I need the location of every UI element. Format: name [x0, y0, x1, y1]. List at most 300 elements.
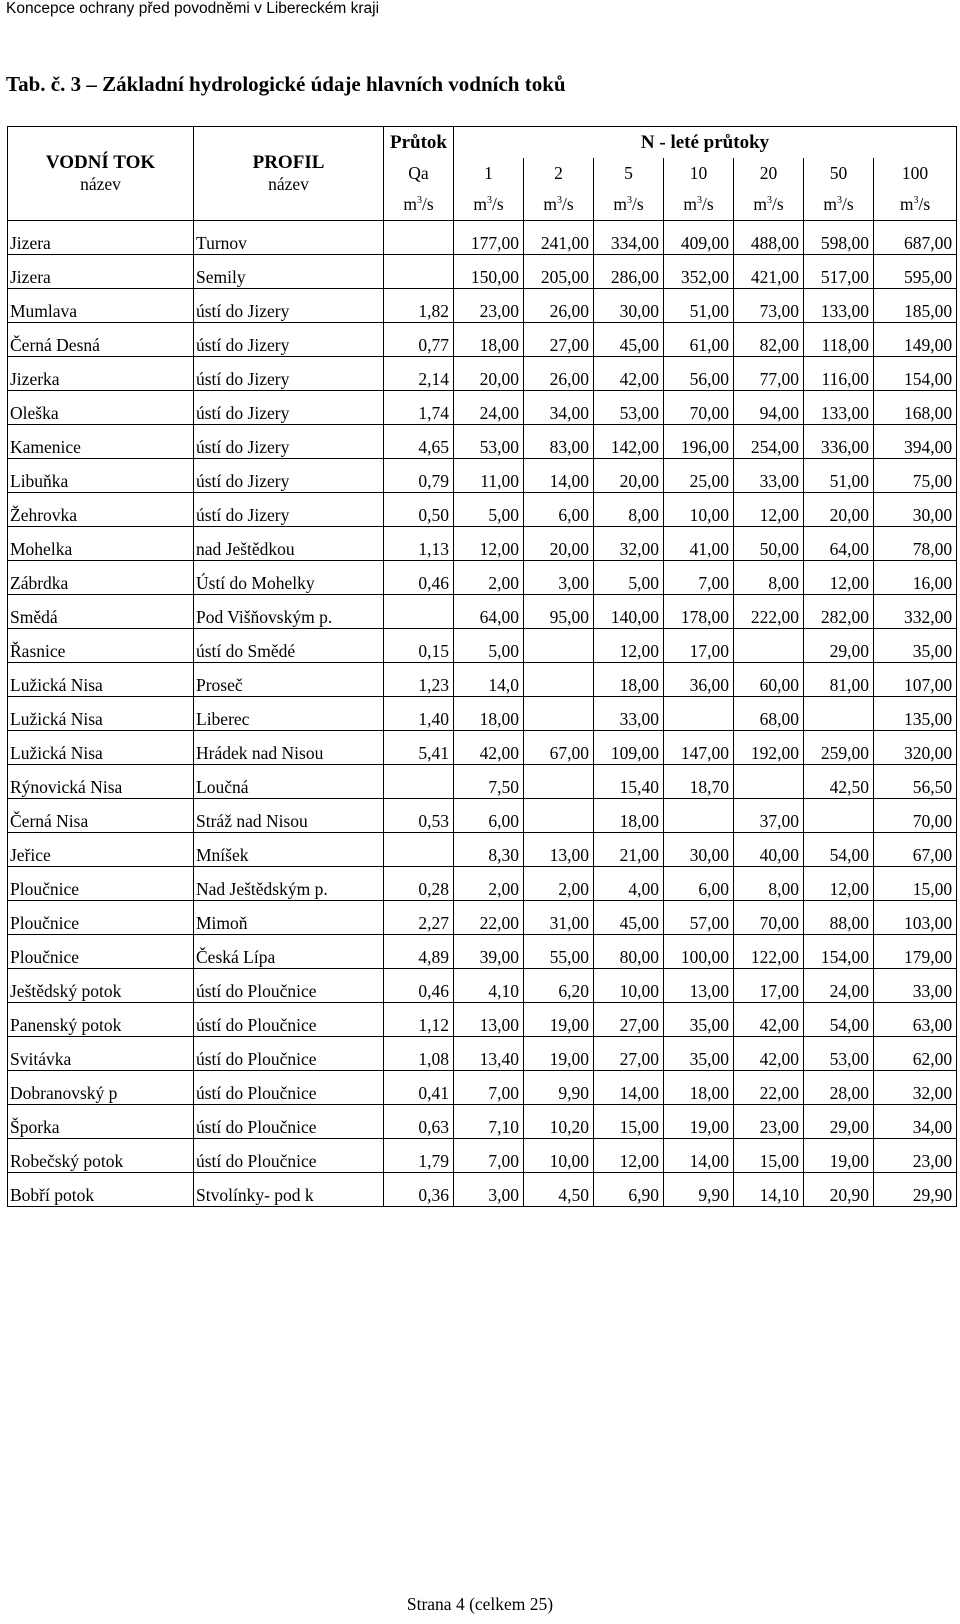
cell-qa: 0,50	[384, 493, 454, 527]
cell-n-2: 10,20	[524, 1105, 594, 1139]
cell-vodni-tok: Ještědský potok	[8, 969, 194, 1003]
cell-qa: 1,08	[384, 1037, 454, 1071]
cell-n-1: 14,0	[454, 663, 524, 697]
cell-n-2: 14,00	[524, 459, 594, 493]
header-unit	[804, 189, 874, 221]
unit-m: m	[753, 194, 767, 214]
cell-profil: ústí do Smědé	[194, 629, 384, 663]
table-title: Tab. č. 3 – Základní hydrologické údaje hlavních vodních toků	[6, 72, 566, 96]
cell-qa: 1,74	[384, 391, 454, 425]
cell-vodni-tok: Smědá	[8, 595, 194, 629]
cell-profil: ústí do Ploučnice	[194, 1003, 384, 1037]
unit-exp: 3	[486, 195, 492, 207]
cell-n-2: 34,00	[524, 391, 594, 425]
unit-exp: 3	[696, 195, 702, 207]
cell-n-100: 394,00	[874, 425, 957, 459]
cell-n-1: 39,00	[454, 935, 524, 969]
cell-n-5: 18,00	[594, 663, 664, 697]
cell-n-20: 222,00	[734, 595, 804, 629]
cell-n-5: 142,00	[594, 425, 664, 459]
header-unit	[874, 189, 957, 221]
cell-n-10	[664, 799, 734, 833]
page-footer: Strana 4 (celkem 25)	[406, 1594, 554, 1614]
cell-vodni-tok: Jeřice	[8, 833, 194, 867]
cell-n-100: 687,00	[874, 221, 957, 255]
cell-n-1: 23,00	[454, 289, 524, 323]
table-row	[8, 799, 957, 833]
cell-n-20: 8,00	[734, 561, 804, 595]
cell-n-50: 12,00	[804, 561, 874, 595]
cell-n-100: 332,00	[874, 595, 957, 629]
cell-profil: Mimoň	[194, 901, 384, 935]
cell-n-2	[524, 663, 594, 697]
cell-n-10: 35,00	[664, 1037, 734, 1071]
header-unit	[734, 189, 804, 221]
cell-n-100: 15,00	[874, 867, 957, 901]
cell-n-50	[804, 697, 874, 731]
cell-vodni-tok: Ploučnice	[8, 867, 194, 901]
cell-vodni-tok: Černá Nisa	[8, 799, 194, 833]
header-unit	[594, 189, 664, 221]
cell-n-2: 31,00	[524, 901, 594, 935]
cell-n-100: 33,00	[874, 969, 957, 1003]
cell-n-100: 75,00	[874, 459, 957, 493]
cell-vodni-tok: Řasnice	[8, 629, 194, 663]
table-row	[8, 289, 957, 323]
cell-qa: 1,12	[384, 1003, 454, 1037]
cell-qa: 1,79	[384, 1139, 454, 1173]
cell-n-100: 56,50	[874, 765, 957, 799]
cell-vodni-tok: Šporka	[8, 1105, 194, 1139]
table-row	[8, 663, 957, 697]
unit-m: m	[473, 194, 487, 214]
cell-n-2: 2,00	[524, 867, 594, 901]
cell-n-100: 107,00	[874, 663, 957, 697]
cell-n-100: 29,90	[874, 1173, 957, 1207]
cell-vodni-tok: Svitávka	[8, 1037, 194, 1071]
cell-n-5: 42,00	[594, 357, 664, 391]
cell-vodni-tok: Oleška	[8, 391, 194, 425]
cell-n-10: 56,00	[664, 357, 734, 391]
table-row	[8, 527, 957, 561]
cell-profil: ústí do Ploučnice	[194, 1037, 384, 1071]
cell-n-1: 2,00	[454, 561, 524, 595]
cell-qa: 0,28	[384, 867, 454, 901]
table-row	[8, 255, 957, 289]
cell-n-100: 185,00	[874, 289, 957, 323]
cell-n-10: 57,00	[664, 901, 734, 935]
cell-profil: nad Ještědkou	[194, 527, 384, 561]
cell-qa: 1,82	[384, 289, 454, 323]
table-row	[8, 221, 957, 255]
cell-n-5: 334,00	[594, 221, 664, 255]
cell-n-5: 4,00	[594, 867, 664, 901]
cell-n-50: 12,00	[804, 867, 874, 901]
cell-profil: ústí do Jizery	[194, 493, 384, 527]
cell-n-50: 154,00	[804, 935, 874, 969]
cell-n-1: 7,10	[454, 1105, 524, 1139]
cell-n-10: 14,00	[664, 1139, 734, 1173]
cell-n-1: 5,00	[454, 493, 524, 527]
cell-n-50: 51,00	[804, 459, 874, 493]
cell-n-1: 2,00	[454, 867, 524, 901]
cell-n-10: 36,00	[664, 663, 734, 697]
cell-n-50: 259,00	[804, 731, 874, 765]
cell-profil: ústí do Jizery	[194, 357, 384, 391]
cell-n-1: 22,00	[454, 901, 524, 935]
cell-n-10: 51,00	[664, 289, 734, 323]
cell-n-2: 19,00	[524, 1003, 594, 1037]
header-unit	[664, 189, 734, 221]
cell-n-2: 6,20	[524, 969, 594, 1003]
cell-n-100: 62,00	[874, 1037, 957, 1071]
cell-n-2	[524, 799, 594, 833]
cell-n-50	[804, 799, 874, 833]
document-header: Koncepce ochrany před povodněmi v Libereckém kraji	[6, 0, 380, 17]
cell-vodni-tok: Jizera	[8, 221, 194, 255]
table-row	[8, 323, 957, 357]
header-unit	[524, 189, 594, 221]
cell-n-50: 24,00	[804, 969, 874, 1003]
cell-vodni-tok: Zábrdka	[8, 561, 194, 595]
cell-vodni-tok: Kamenice	[8, 425, 194, 459]
header-n-3: 10	[664, 158, 734, 189]
cell-profil: Semily	[194, 255, 384, 289]
cell-vodni-tok: Mumlava	[8, 289, 194, 323]
cell-n-5: 15,40	[594, 765, 664, 799]
cell-vodni-tok: Rýnovická Nisa	[8, 765, 194, 799]
header-profil	[194, 127, 384, 221]
cell-n-1: 150,00	[454, 255, 524, 289]
cell-profil: ústí do Jizery	[194, 425, 384, 459]
cell-n-10: 147,00	[664, 731, 734, 765]
cell-n-2: 55,00	[524, 935, 594, 969]
unit-s: /s	[491, 194, 504, 214]
cell-n-1: 18,00	[454, 323, 524, 357]
cell-n-100: 34,00	[874, 1105, 957, 1139]
cell-n-2: 27,00	[524, 323, 594, 357]
cell-n-5: 10,00	[594, 969, 664, 1003]
cell-vodni-tok: Panenský potok	[8, 1003, 194, 1037]
cell-n-2	[524, 697, 594, 731]
cell-n-20	[734, 629, 804, 663]
cell-qa: 5,41	[384, 731, 454, 765]
cell-vodni-tok: Robečský potok	[8, 1139, 194, 1173]
cell-n-100: 320,00	[874, 731, 957, 765]
cell-qa: 1,23	[384, 663, 454, 697]
table-body	[8, 221, 957, 1207]
cell-n-50: 116,00	[804, 357, 874, 391]
cell-n-20: 33,00	[734, 459, 804, 493]
cell-n-50: 20,90	[804, 1173, 874, 1207]
cell-qa: 2,27	[384, 901, 454, 935]
cell-n-20: 12,00	[734, 493, 804, 527]
cell-profil: ústí do Ploučnice	[194, 969, 384, 1003]
cell-n-50: 133,00	[804, 289, 874, 323]
cell-qa: 0,79	[384, 459, 454, 493]
table-header	[8, 127, 957, 221]
cell-n-10: 17,00	[664, 629, 734, 663]
cell-n-50: 517,00	[804, 255, 874, 289]
cell-profil: ústí do Jizery	[194, 323, 384, 357]
cell-n-2: 26,00	[524, 289, 594, 323]
header-n-5: 50	[804, 158, 874, 189]
table-row	[8, 391, 957, 425]
cell-n-10: 35,00	[664, 1003, 734, 1037]
cell-n-50: 20,00	[804, 493, 874, 527]
unit-s: /s	[561, 194, 574, 214]
table-row	[8, 1071, 957, 1105]
cell-n-5: 80,00	[594, 935, 664, 969]
cell-n-5: 8,00	[594, 493, 664, 527]
cell-n-1: 18,00	[454, 697, 524, 731]
cell-n-20: 37,00	[734, 799, 804, 833]
table-row	[8, 969, 957, 1003]
unit-exp: 3	[766, 195, 772, 207]
cell-n-10: 19,00	[664, 1105, 734, 1139]
header-n-1: 2	[524, 158, 594, 189]
cell-n-5: 27,00	[594, 1003, 664, 1037]
cell-n-2: 6,00	[524, 493, 594, 527]
cell-n-1: 24,00	[454, 391, 524, 425]
cell-n-20: 22,00	[734, 1071, 804, 1105]
header-n-6: 100	[874, 158, 957, 189]
cell-n-5: 140,00	[594, 595, 664, 629]
cell-n-20: 94,00	[734, 391, 804, 425]
unit-s: /s	[841, 194, 854, 214]
cell-n-50: 598,00	[804, 221, 874, 255]
hydrology-table	[7, 126, 957, 1207]
cell-qa: 0,53	[384, 799, 454, 833]
cell-profil: ústí do Ploučnice	[194, 1071, 384, 1105]
cell-n-5: 27,00	[594, 1037, 664, 1071]
cell-vodni-tok: Bobří potok	[8, 1173, 194, 1207]
cell-vodni-tok: Lužická Nisa	[8, 731, 194, 765]
cell-n-10: 13,00	[664, 969, 734, 1003]
cell-vodni-tok: Jizera	[8, 255, 194, 289]
unit-m: m	[543, 194, 557, 214]
cell-n-50: 282,00	[804, 595, 874, 629]
cell-n-5: 286,00	[594, 255, 664, 289]
cell-n-10: 7,00	[664, 561, 734, 595]
cell-n-5: 53,00	[594, 391, 664, 425]
cell-n-1: 7,00	[454, 1071, 524, 1105]
cell-n-100: 32,00	[874, 1071, 957, 1105]
cell-n-5: 14,00	[594, 1071, 664, 1105]
unit-s: /s	[918, 194, 931, 214]
cell-n-2: 241,00	[524, 221, 594, 255]
cell-n-50: 54,00	[804, 833, 874, 867]
cell-profil: Hrádek nad Nisou	[194, 731, 384, 765]
cell-n-5: 20,00	[594, 459, 664, 493]
cell-n-2	[524, 629, 594, 663]
cell-qa: 0,63	[384, 1105, 454, 1139]
cell-n-100: 67,00	[874, 833, 957, 867]
cell-n-1: 177,00	[454, 221, 524, 255]
header-n-lete: N - leté průtoky	[454, 127, 957, 159]
cell-n-50: 133,00	[804, 391, 874, 425]
header-qa: Qa	[384, 158, 454, 189]
cell-n-1: 13,40	[454, 1037, 524, 1071]
cell-profil: Česká Lípa	[194, 935, 384, 969]
unit-exp: 3	[556, 195, 562, 207]
cell-n-100: 35,00	[874, 629, 957, 663]
cell-n-2	[524, 765, 594, 799]
table-row	[8, 901, 957, 935]
cell-n-5: 6,90	[594, 1173, 664, 1207]
cell-n-5: 18,00	[594, 799, 664, 833]
cell-n-50: 54,00	[804, 1003, 874, 1037]
cell-n-20: 122,00	[734, 935, 804, 969]
cell-n-10: 9,90	[664, 1173, 734, 1207]
table-row	[8, 731, 957, 765]
cell-profil: Ústí do Mohelky	[194, 561, 384, 595]
cell-n-10: 10,00	[664, 493, 734, 527]
cell-n-5: 45,00	[594, 901, 664, 935]
cell-profil: ústí do Ploučnice	[194, 1105, 384, 1139]
cell-n-20: 23,00	[734, 1105, 804, 1139]
cell-n-1: 7,50	[454, 765, 524, 799]
cell-n-2: 20,00	[524, 527, 594, 561]
table-row	[8, 765, 957, 799]
cell-n-100: 179,00	[874, 935, 957, 969]
cell-vodni-tok: Ploučnice	[8, 935, 194, 969]
cell-n-20	[734, 765, 804, 799]
header-profil-label: PROFIL	[252, 152, 325, 173]
cell-vodni-tok: Žehrovka	[8, 493, 194, 527]
cell-n-1: 12,00	[454, 527, 524, 561]
cell-n-20: 68,00	[734, 697, 804, 731]
cell-qa: 4,89	[384, 935, 454, 969]
cell-n-1: 20,00	[454, 357, 524, 391]
cell-n-20: 40,00	[734, 833, 804, 867]
cell-n-2: 10,00	[524, 1139, 594, 1173]
cell-n-50: 42,50	[804, 765, 874, 799]
cell-n-2: 67,00	[524, 731, 594, 765]
unit-m: m	[899, 194, 914, 214]
cell-vodni-tok: Mohelka	[8, 527, 194, 561]
cell-n-10: 409,00	[664, 221, 734, 255]
cell-profil: ústí do Jizery	[194, 289, 384, 323]
cell-n-10: 41,00	[664, 527, 734, 561]
cell-n-10: 70,00	[664, 391, 734, 425]
cell-n-2: 205,00	[524, 255, 594, 289]
table-row	[8, 833, 957, 867]
cell-n-1: 11,00	[454, 459, 524, 493]
cell-n-5: 45,00	[594, 323, 664, 357]
cell-n-10: 196,00	[664, 425, 734, 459]
cell-n-100: 149,00	[874, 323, 957, 357]
cell-n-2: 13,00	[524, 833, 594, 867]
cell-n-1: 5,00	[454, 629, 524, 663]
table-row	[8, 1105, 957, 1139]
cell-qa	[384, 833, 454, 867]
cell-n-100: 23,00	[874, 1139, 957, 1173]
cell-n-20: 70,00	[734, 901, 804, 935]
table-row	[8, 1003, 957, 1037]
table-row	[8, 697, 957, 731]
cell-n-20: 192,00	[734, 731, 804, 765]
cell-n-50: 29,00	[804, 1105, 874, 1139]
cell-vodni-tok: Libuňka	[8, 459, 194, 493]
cell-n-20: 42,00	[734, 1037, 804, 1071]
cell-n-20: 42,00	[734, 1003, 804, 1037]
unit-s: /s	[421, 194, 434, 214]
cell-n-10: 178,00	[664, 595, 734, 629]
cell-n-1: 6,00	[454, 799, 524, 833]
cell-qa: 0,41	[384, 1071, 454, 1105]
header-n-2: 5	[594, 158, 664, 189]
cell-qa	[384, 221, 454, 255]
cell-n-50: 81,00	[804, 663, 874, 697]
table-row	[8, 629, 957, 663]
cell-n-2: 9,90	[524, 1071, 594, 1105]
table-row	[8, 1139, 957, 1173]
cell-n-10: 352,00	[664, 255, 734, 289]
cell-n-50: 29,00	[804, 629, 874, 663]
cell-profil: Mníšek	[194, 833, 384, 867]
cell-n-20: 17,00	[734, 969, 804, 1003]
cell-profil: Stráž nad Nisou	[194, 799, 384, 833]
cell-n-50: 88,00	[804, 901, 874, 935]
table-row	[8, 1037, 957, 1071]
cell-n-20: 60,00	[734, 663, 804, 697]
unit-s: /s	[701, 194, 714, 214]
cell-n-20: 50,00	[734, 527, 804, 561]
cell-n-100: 16,00	[874, 561, 957, 595]
cell-n-5: 30,00	[594, 289, 664, 323]
cell-n-50: 118,00	[804, 323, 874, 357]
cell-profil: Stvolínky- pod k	[194, 1173, 384, 1207]
cell-qa: 4,65	[384, 425, 454, 459]
cell-n-10: 30,00	[664, 833, 734, 867]
unit-m: m	[613, 194, 627, 214]
cell-profil: ústí do Ploučnice	[194, 1139, 384, 1173]
unit-exp: 3	[836, 195, 842, 207]
cell-profil: Liberec	[194, 697, 384, 731]
cell-qa: 0,36	[384, 1173, 454, 1207]
cell-n-50: 28,00	[804, 1071, 874, 1105]
cell-n-2: 83,00	[524, 425, 594, 459]
cell-n-100: 70,00	[874, 799, 957, 833]
unit-exp: 3	[416, 195, 422, 207]
table-row	[8, 867, 957, 901]
cell-qa: 1,40	[384, 697, 454, 731]
cell-n-1: 8,30	[454, 833, 524, 867]
header-unit	[384, 189, 454, 221]
cell-n-1: 42,00	[454, 731, 524, 765]
cell-n-10: 18,00	[664, 1071, 734, 1105]
cell-n-50: 19,00	[804, 1139, 874, 1173]
unit-exp: 3	[913, 195, 919, 207]
header-prutok: Průtok	[384, 127, 454, 159]
cell-n-10	[664, 697, 734, 731]
header-tok-sublabel: název	[80, 174, 121, 194]
cell-n-20: 8,00	[734, 867, 804, 901]
cell-n-5: 5,00	[594, 561, 664, 595]
cell-profil: Pod Višňovským p.	[194, 595, 384, 629]
cell-n-100: 168,00	[874, 391, 957, 425]
cell-vodni-tok: Jizerka	[8, 357, 194, 391]
cell-profil: Loučná	[194, 765, 384, 799]
cell-qa	[384, 595, 454, 629]
cell-profil: Proseč	[194, 663, 384, 697]
cell-n-5: 15,00	[594, 1105, 664, 1139]
header-n-0: 1	[454, 158, 524, 189]
cell-n-50: 64,00	[804, 527, 874, 561]
unit-s: /s	[771, 194, 784, 214]
cell-n-5: 12,00	[594, 629, 664, 663]
